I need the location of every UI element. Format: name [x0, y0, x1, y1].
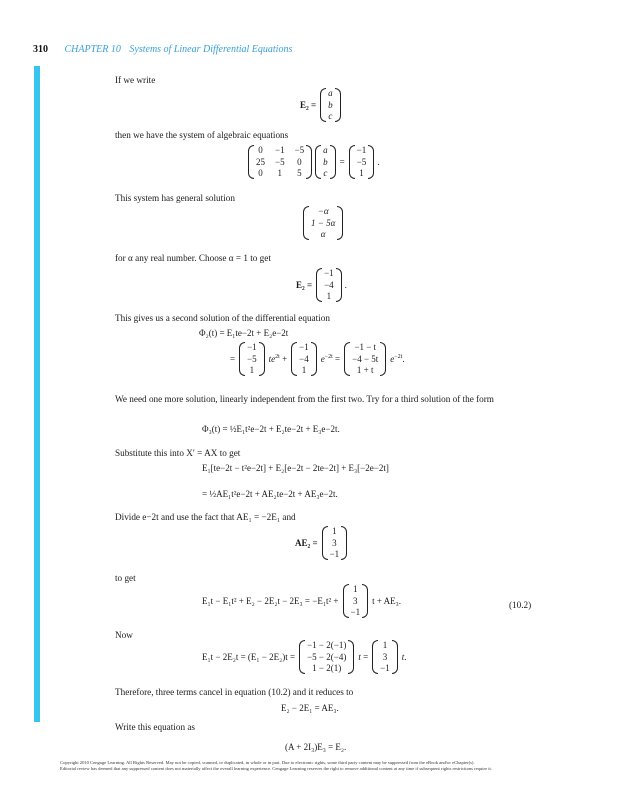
- paragraph-general-solution: This system has general solution: [115, 193, 235, 203]
- paragraph-third-solution: We need one more solution, linearly independent from the first two. Try for a third solution of the form: [115, 394, 494, 404]
- equation-final: (A + 2I₃)E₃ = E₂.: [285, 742, 347, 752]
- chapter-label: CHAPTER 10: [64, 44, 121, 55]
- equation-e2-definition: [300, 88, 341, 122]
- margin-accent-bar: [34, 66, 40, 722]
- paragraph-to-get: to get: [115, 573, 136, 583]
- equation-substitution-rhs: = ½AE₁t²e−2t + AE₂te−2t + AE₃e−2t.: [202, 489, 338, 499]
- e2-value-vector: −1 −4 1: [324, 268, 334, 301]
- paragraph-substitute: Substitute this into X′ = AX to get: [115, 448, 241, 458]
- equation-e2-value: E₂ = −1 −4 1 .: [296, 268, 347, 301]
- equation-general-solution: [303, 206, 343, 240]
- equation-10-2: E₁t − E₁t² + E₂ − 2E₂t − 2E₃ = −E₁t² + 1 3 −1 t + AE₃.: [202, 584, 402, 617]
- paragraph-therefore: Therefore, three terms cancel in equation (10.2) and it reduces to: [115, 687, 354, 697]
- page-number: 310: [33, 44, 48, 55]
- copyright-footer: Copyright 2010 Cengage Learning. All Rights Reserved. May not be copied, scanned, or duplicated, in whole or in part. Due to electronic rights, some third party content may be suppressed from the eBook and/or eChapter(s). Editorial review has deemed that any suppressed content does not materially affect the overall learning experience. Cengage Learning reserves the right to remove additional content at any time if subsequent rights restrictions require it.: [60, 760, 492, 771]
- equation-phi3-form: Φ₃(t) = ½E₁t²e−2t + E₂te−2t + E₃e−2t.: [202, 424, 340, 434]
- coefficient-matrix: 0 −1 −5 25 −5 0 0 1 5: [256, 145, 305, 178]
- equation-phi2-definition: Φ₂(t) = E₁te−2t + E₂e−2t: [199, 328, 289, 338]
- equation-phi2-expanded: = −1 −5 1 $te^{2t}$ + −1 −4 1 $e^{-2t}$ = −1 − t −4 − 5t 1 + t $e^{-2t}$.: [230, 342, 405, 375]
- equation-now: E₁t − 2E₂t = (E₁ − 2E₂)t = −1 − 2(−1) −5 − 2(−4) 1 − 2(1) t = 1 3 −1 t.: [202, 640, 407, 673]
- general-solution-vector: −α 1 − 5α α: [311, 206, 336, 239]
- paragraph-if-we-write: If we write: [115, 75, 156, 85]
- equation-ae2: AE₂ = 1 3 −1: [295, 526, 347, 560]
- ae2-vector: 1 3 −1: [329, 526, 340, 559]
- paragraph-second-solution: This gives us a second solution of the differential equation: [115, 313, 330, 323]
- e2-lhs: E₂ =: [300, 99, 317, 110]
- paragraph-write-as: Write this equation as: [115, 722, 195, 732]
- equation-algebraic-system: 0 −1 −5 25 −5 0 0 1 5 a b c = −1 −5 1 .: [248, 145, 380, 179]
- equation-substitution-lhs: E₁[te−2t − t²e−2t] + E₂[e−2t − 2te−2t] + E₃[−2e−2t]: [202, 463, 389, 473]
- e2-vector: a b c: [328, 88, 333, 121]
- running-header: [33, 44, 292, 55]
- paragraph-choose-alpha: for α any real number. Choose α = 1 to get: [115, 253, 271, 263]
- unknown-vector: a b c: [323, 145, 328, 178]
- paragraph-algebraic-system: then we have the system of algebraic equations: [115, 130, 289, 140]
- equation-reduced: E₂ − 2E₁ = AE₃.: [281, 703, 339, 713]
- rhs-vector: −1 −5 1: [356, 145, 367, 178]
- paragraph-now: Now: [115, 630, 133, 640]
- paragraph-divide: Divide e−2t and use the fact that AE₁ = −2E₁ and: [115, 512, 296, 522]
- chapter-title: Systems of Linear Differential Equations: [129, 44, 293, 55]
- equation-number: (10.2): [509, 600, 532, 610]
